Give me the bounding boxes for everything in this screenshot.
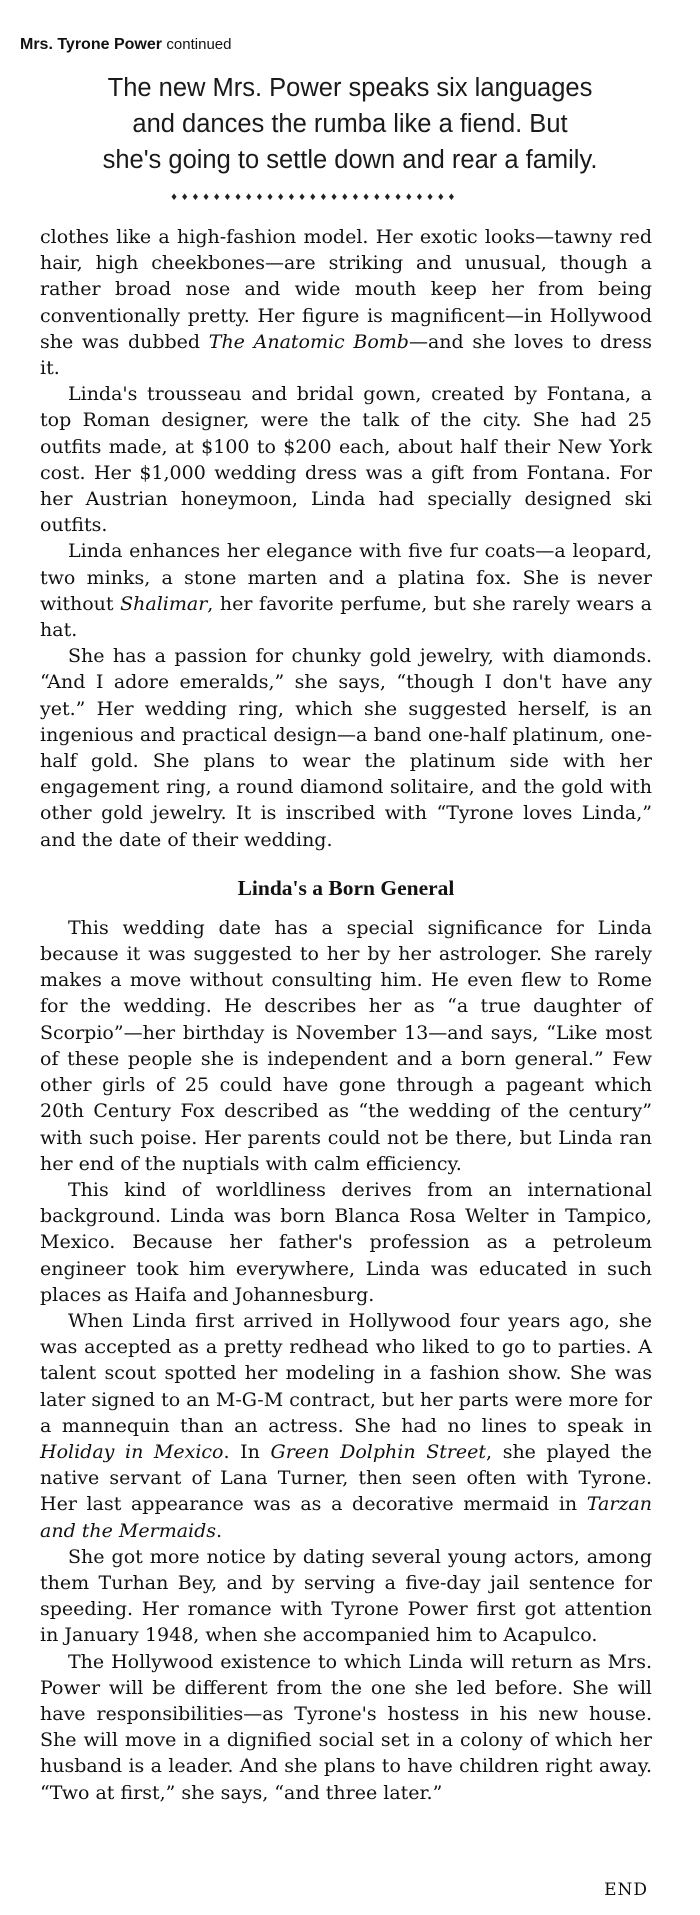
- paragraph-1: clothes like a high-fashion model. Her exotic looks—tawny red hair, high cheekbones—are striking and unusual, though a rather broad nose and wide mouth keep her from being conventionally pretty. Her figure is magnificent—in Hollywood she was dubbed The Anatomic Bomb—and she loves to dress it.: [40, 226, 652, 380]
- article-body: [40, 224, 652, 1806]
- end-mark: END: [604, 1880, 648, 1900]
- paragraph-8: She got more notice by dating several young actors, among them Turhan Bey, and by serving a five-day jail sentence for speeding. Her romance with Tyrone Power first got attention in January 1948, when she accompanied him to Acapulco.: [40, 1545, 652, 1647]
- paragraph-3: Linda enhances her elegance with five fur coats—a leopard, two minks, a stone marten and a platina fox. She is never without Shalimar, her favorite perfume, but she rarely wears a hat.: [40, 540, 653, 642]
- section-subhead: Linda's a Born General: [237, 875, 455, 900]
- deck-line-2: and dances the rumba like a fiend. But: [132, 110, 568, 138]
- running-head: [20, 36, 231, 54]
- deck-blurb: [30, 70, 670, 178]
- paragraph-2: Linda's trousseau and bridal gown, created by Fontana, a top Roman designer, were the talk of the city. She had 25 outfits made, at $100 to $200 each, about half their New York cost. Her $1,000 wedding dress was a gift from Fontana. For her Austrian honeymoon, Linda had specially designed ski outfits.: [40, 383, 652, 537]
- diamond-ornament-divider: ♦♦♦♦♦♦♦♦♦♦♦♦♦♦♦♦♦♦♦♦♦♦♦♦♦♦♦: [170, 193, 459, 203]
- running-head-title: Mrs. Tyrone Power: [20, 36, 162, 53]
- paragraph-5: This wedding date has a special significance for Linda because it was suggested to her by her astrologer. She rarely makes a move without consulting him. He even flew to Rome for the wedding. He describes her as “a true daughter of Scorpio”—her birthday is November 13—and says, “Like most of these people she is independent and a born general.” Few other girls of 25 could have gone through a pageant which 20th Century Fox described as “the wedding of the century” with such poise. Her parents could not be there, but Linda ran her end of the nuptials with calm efficiency.: [40, 916, 652, 1175]
- paragraph-7: When Linda first arrived in Hollywood four years ago, she was accepted as a pretty redhead who liked to go to parties. A talent scout spotted her modeling in a fashion show. She was later signed to an M-G-M contract, but her parts were more for a mannequin than an actress. She had no lines to speak in Holiday in Mexico. In Green Dolphin Street, she played the native servant of Lana Turner, then seen often with Tyrone. Her last appearance was as a decorative mermaid in Tarzan and the Mermaids.: [40, 1309, 652, 1542]
- deck-line-3: she's going to settle down and rear a family.: [102, 146, 598, 174]
- paragraph-4: She has a passion for chunky gold jewelry, with diamonds. “And I adore emeralds,” she says, “though I don't have any yet.” Her wedding ring, which she suggested herself, is an ingenious and practical design—a band one-half platinum, one-half gold. She plans to wear the platinum side with her engagement ring, a round diamond solitaire, and the gold with other gold jewelry. It is inscribed with “Tyrone loves Linda,” and the date of their wedding.: [40, 645, 652, 851]
- paragraph-9: The Hollywood existence to which Linda will return as Mrs. Power will be different from the one she led before. She will have responsibilities—as Tyrone's hostess in his new house. She will move in a dignified social set in a colony of which her husband is a leader. And she plans to have children right away. “Two at first,” she says, “and three later.”: [40, 1650, 652, 1804]
- deck-line-1: The new Mrs. Power speaks six languages: [107, 74, 593, 102]
- running-head-continued: continued: [166, 36, 232, 53]
- paragraph-6: This kind of worldliness derives from an international background. Linda was born Blanca Rosa Welter in Tampico, Mexico. Because her father's profession as a petroleum engineer took him everywhere, Linda was educated in such places as Haifa and Johannesburg.: [40, 1178, 652, 1306]
